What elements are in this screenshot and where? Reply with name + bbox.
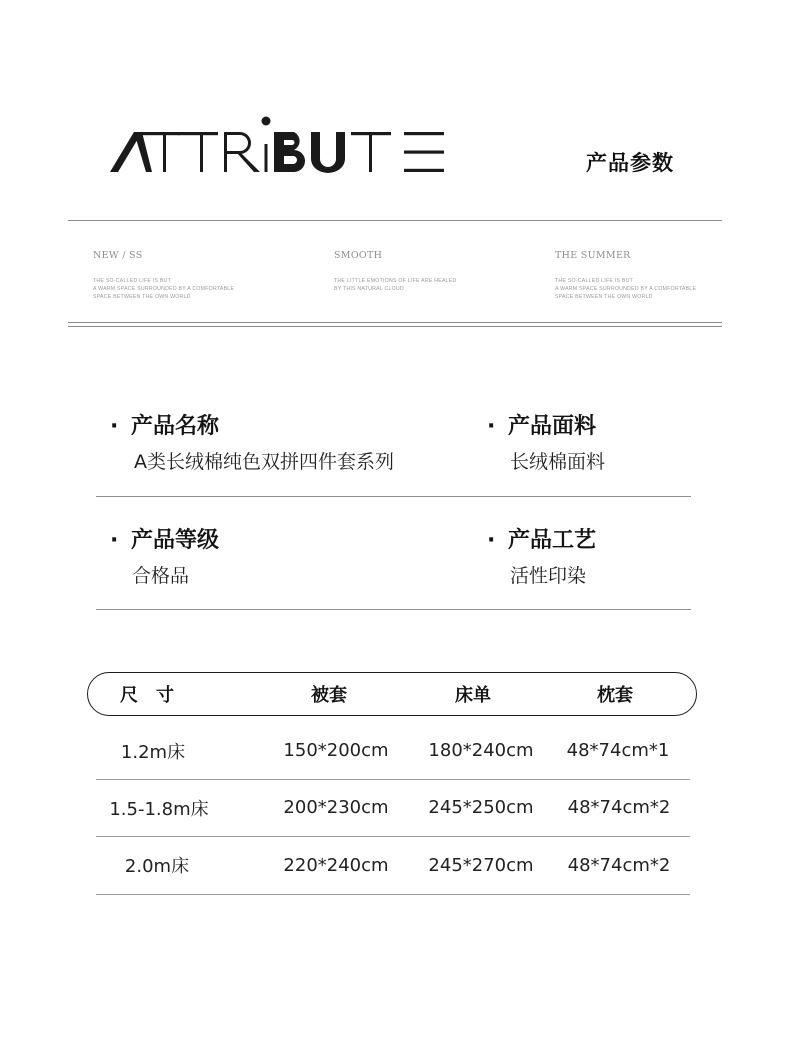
top-divider — [68, 220, 722, 221]
attr-product-craft — [487, 523, 596, 588]
table-cell-sheet: 245*270cm — [428, 855, 534, 876]
attr-label: 产品等级 — [131, 528, 220, 553]
attr-product-fabric — [487, 409, 605, 474]
table-cell-pillowcase: 48*74cm*2 — [567, 855, 671, 876]
col-header-duvet: 被套 — [311, 685, 347, 706]
table-row-divider — [96, 779, 690, 780]
attr-label: 产品面料 — [508, 414, 597, 439]
attribute-logo — [108, 112, 453, 176]
page-title: 产品参数 — [586, 151, 674, 175]
tag-line: A WARM SPACE SURROUNDED BY A COMFORTABLE — [93, 285, 235, 292]
tag-line: THE SO-CALLED LIFE IS BUT — [93, 278, 172, 284]
attr-value: 长绒棉面料 — [510, 451, 606, 473]
table-cell-pillowcase: 48*74cm*2 — [567, 797, 671, 818]
attr-divider — [96, 609, 691, 610]
tag-line: BY THIS NATURAL CLOUD — [334, 285, 404, 292]
tag-line: THE LITTLE EMOTIONS OF LIFE ARE HEALED — [334, 278, 457, 284]
attr-value: A类长绒棉纯色双拼四件套系列 — [134, 451, 394, 473]
tag-smooth — [334, 250, 534, 294]
table-cell-sheet: 180*240cm — [428, 740, 534, 761]
attr-product-name — [110, 409, 394, 474]
table-row-divider — [96, 836, 690, 837]
bullet: · — [110, 528, 119, 553]
attr-value: 活性印染 — [510, 565, 587, 587]
col-header-sheet: 床单 — [455, 685, 491, 706]
tag-the-summer — [555, 250, 755, 301]
tag-new-ss — [93, 250, 293, 301]
col-header-pillowcase: 枕套 — [597, 685, 633, 706]
attr-product-grade — [110, 523, 219, 588]
tag-title: NEW / SS — [93, 250, 143, 261]
table-row-divider — [96, 894, 690, 895]
table-cell-size: 2.0m床 — [124, 856, 190, 877]
bullet: · — [110, 414, 119, 439]
double-divider-top — [68, 322, 722, 323]
bullet: · — [487, 528, 496, 553]
tag-line: SPACE BETWEEN THE OWN WORLD — [555, 293, 653, 300]
tag-title: THE SUMMER — [555, 250, 631, 261]
attr-divider — [96, 496, 691, 497]
tag-title: SMOOTH — [334, 250, 383, 261]
table-cell-duvet: 220*240cm — [283, 855, 389, 876]
bullet: · — [487, 414, 496, 439]
tag-line: A WARM SPACE SURROUNDED BY A COMFORTABLE — [555, 285, 697, 292]
table-cell-duvet: 150*200cm — [283, 740, 389, 761]
table-cell-size: 1.5-1.8m床 — [109, 799, 209, 820]
attr-label: 产品名称 — [131, 414, 220, 439]
table-cell-duvet: 200*230cm — [283, 797, 389, 818]
attr-value: 合格品 — [132, 565, 190, 587]
table-cell-pillowcase: 48*74cm*1 — [566, 740, 670, 761]
tag-line: SPACE BETWEEN THE OWN WORLD — [93, 293, 191, 300]
attr-label: 产品工艺 — [508, 528, 597, 553]
tag-line: THE SO-CALLED LIFE IS BUT — [555, 278, 634, 284]
col-header-size: 尺 寸 — [120, 685, 174, 706]
table-cell-size: 1.2m床 — [120, 742, 186, 763]
table-cell-sheet: 245*250cm — [428, 797, 534, 818]
double-divider-bottom — [68, 326, 722, 327]
